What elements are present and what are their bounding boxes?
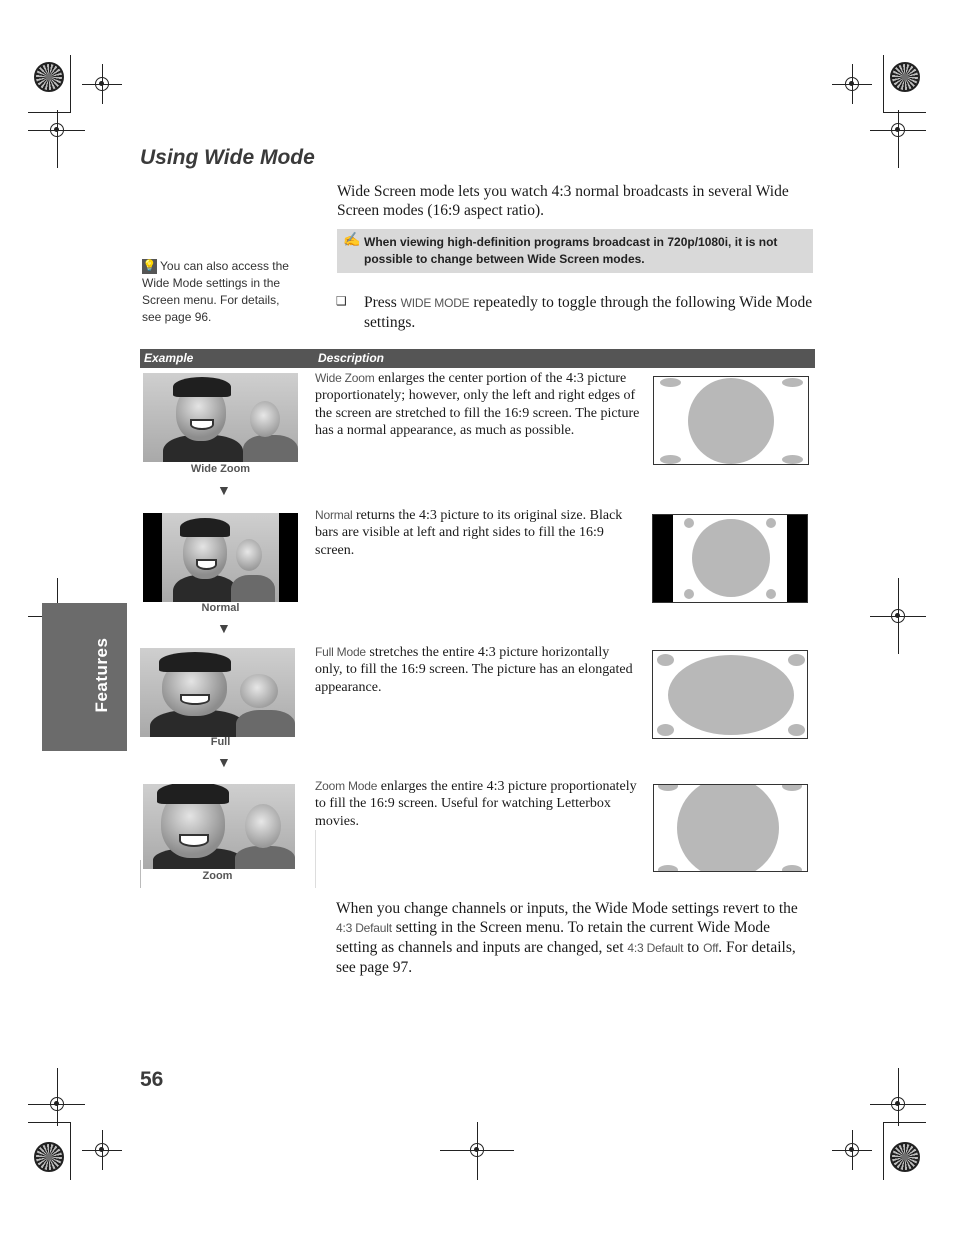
intro-paragraph: Wide Screen mode lets you watch 4:3 normal broadcasts in several Wide Screen modes (16:9 aspect ratio). <box>337 183 789 219</box>
zoom-example-photo <box>143 784 295 869</box>
pencil-note-icon: ✍ <box>343 233 361 248</box>
normal-caption: Normal <box>201 602 240 614</box>
setting-name: 4:3 Default <box>627 941 684 955</box>
page-number: 56 <box>140 1068 164 1091</box>
registration-target-icon <box>34 1142 64 1172</box>
instruction-bullet: ❑ <box>336 294 347 308</box>
tip <box>142 258 302 326</box>
tip-text: You can also access the Wide Mode settings in the Screen menu. For details, see page 96. <box>142 259 289 324</box>
mode-name: Wide Zoom <box>315 371 375 385</box>
mode-name: Normal <box>315 508 353 522</box>
registration-target-icon <box>890 1142 920 1172</box>
full-example-photo <box>140 648 295 737</box>
page-title: Using Wide Mode <box>140 146 315 169</box>
normal-example-photo <box>143 513 298 602</box>
wide-zoom-example-photo <box>143 373 298 462</box>
setting-name: 4:3 Default <box>336 921 392 935</box>
footer-text: . For details, see page 97. <box>336 939 796 976</box>
instruction-prefix: Press <box>364 294 401 311</box>
full-diagram <box>652 650 808 739</box>
footer-text: to <box>683 939 704 956</box>
note-text: When viewing high-definition programs broadcast in 720p/1080i, it is not possible to change between Wide Screen modes. <box>364 235 778 266</box>
down-arrow-icon: ▼ <box>217 484 231 499</box>
note-box <box>337 229 813 273</box>
registration-target-icon <box>34 62 64 92</box>
footer-text: When you change channels or inputs, the Wide Mode settings revert to the <box>336 900 798 917</box>
footer-paragraph <box>336 899 810 977</box>
full-caption: Full <box>210 736 231 748</box>
section-tab <box>42 603 127 751</box>
setting-value: Off <box>703 941 719 955</box>
column-divider <box>315 830 316 888</box>
zoom-diagram <box>653 784 808 872</box>
zoom-description <box>315 778 640 830</box>
normal-description <box>315 507 640 559</box>
description-text: stretches the entire 4:3 picture horizontally only, to fill the 16:9 screen. The picture has an elongated appearance. <box>315 645 633 695</box>
wide-zoom-description <box>315 370 640 439</box>
wide-zoom-diagram <box>653 376 809 465</box>
description-text: returns the 4:3 picture to its original size. Black bars are visible at left and right sides to fill the 16:9 screen. <box>315 508 623 558</box>
wide-mode-key-label: WIDE MODE <box>400 296 470 310</box>
footer-text: setting in the Screen menu. To retain the current Wide Mode setting as channels and inputs are changed, set <box>336 919 771 956</box>
wide-zoom-caption: Wide Zoom <box>190 463 251 475</box>
down-arrow-icon: ▼ <box>217 756 231 771</box>
down-arrow-icon: ▼ <box>217 622 231 637</box>
table-header <box>140 349 815 368</box>
mode-name: Zoom Mode <box>315 779 378 793</box>
description-text: enlarges the entire 4:3 picture proportionately to fill the 16:9 screen. Useful for watching Letterbox movies. <box>315 779 637 829</box>
full-description <box>315 644 640 696</box>
zoom-caption: Zoom <box>202 870 233 882</box>
description-text: enlarges the center portion of the 4:3 picture proportionately; however, only the left and right edges of the screen are stretched to fill the 16:9 screen. The picture has a normal appearance, as much as possible. <box>315 371 640 438</box>
lightbulb-tip-icon: 💡 <box>142 260 157 272</box>
column-header-description: Description <box>318 351 385 365</box>
mode-name: Full Mode <box>315 645 366 659</box>
section-tab-label: Features <box>92 637 111 713</box>
column-header-example: Example <box>144 351 194 365</box>
normal-diagram <box>652 514 808 603</box>
instruction <box>364 293 814 332</box>
registration-target-icon <box>890 62 920 92</box>
instruction-suffix: repeatedly to toggle through the following Wide Mode settings. <box>364 294 813 331</box>
